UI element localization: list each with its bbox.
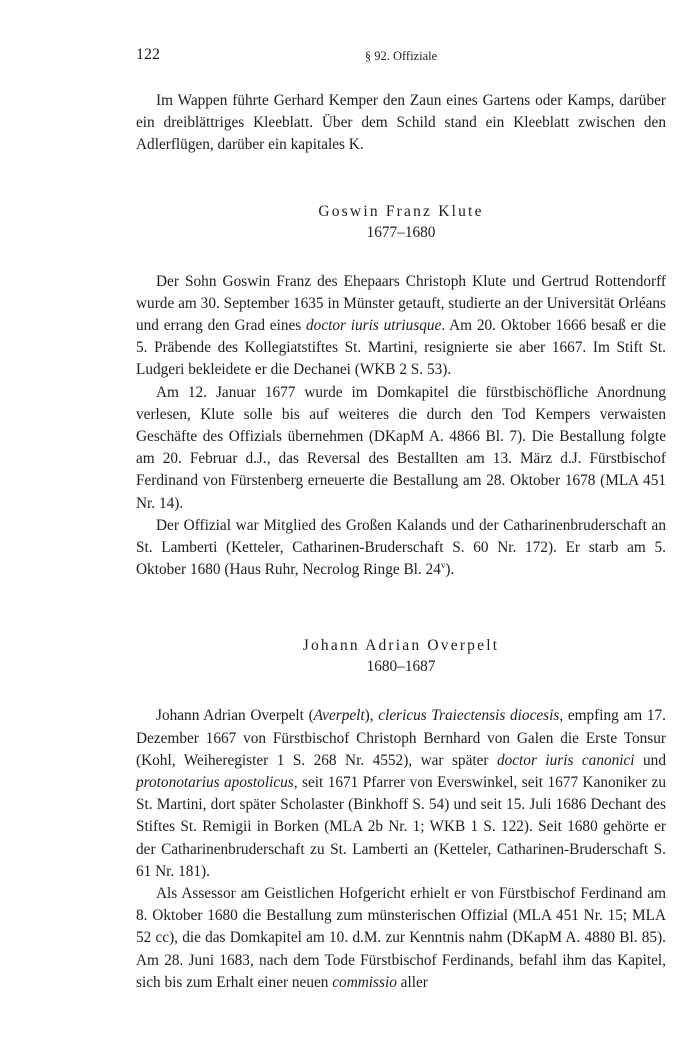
- paragraph-text: Der Sohn Goswin Franz des Ehepaars Christoph Klute und Gertrud Rottendorff wurde am 30. September 1635 in Münster getauft, studierte an der Universität Orléans und errang den Grad eines doctor iuris utriusque. Am 20. Oktober 1666 besaß er die 5. Präbende des Kollegiatstiftes St. Martini, resignierte sie aber 1667. Im Stift St. Ludgeri bekleidete er die Dechanei (WKB 2 S. 53).: [136, 272, 666, 379]
- entry-paragraph: [136, 271, 666, 382]
- running-head: [136, 46, 666, 72]
- entry-paragraph: [136, 705, 666, 883]
- entry-name: Goswin Franz Klute: [318, 202, 484, 220]
- paragraph-text: Als Assessor am Geistlichen Hofgericht erhielt er von Fürstbischof Ferdinand am 8. Oktober 1680 die Bestallung zum münsterischen Offizial (MLA 451 Nr. 15; MLA 52 cc), die das Domkapitel am 10. d.M. zur Kenntnis nahm (DKapM A. 4880 Bl. 85). Am 28. Juni 1683, nach dem Tode Fürstbischof Ferdinands, befahl ihm das Kapitel, sich bis zum Erhalt einer neuen commissio aller: [136, 885, 666, 991]
- entry-paragraph: [136, 382, 666, 515]
- document-page: [136, 46, 666, 994]
- paragraph-text: Johann Adrian Overpelt (Averpelt), clericus Traiectensis diocesis, empfing am 17. Dezember 1667 von Fürstbischof Christoph Bernhard von Galen die Erste Tonsur (Kohl, Weiheregister 1 S. 268 Nr. 4552), war später doctor iuris canonici und protonotarius apostolicus, seit 1671 Pfarrer von Everswinkel, seit 1677 Kanoniker zu St. Martini, dort später Scholaster (Binkhoff S. 54) und seit 15. Juli 1686 Dechant des Stiftes St. Remigii in Borken (MLA 2b Nr. 1; WKB 1 S. 122). Seit 1680 gehörte er der Catharinenbruderschaft zu St. Lamberti an (Ketteler, Catharinen-Bruderschaft S. 61 Nr. 181).: [136, 707, 666, 880]
- entry-years: 1680–1687: [366, 658, 436, 676]
- intro-paragraph: Im Wappen führte Gerhard Kemper den Zaun eines Gartens oder Kamps, darüber ein dreiblättriges Kleeblatt. Über dem Schild stand ein Kleeblatt zwischen den Adlerflügen, darüber ein kapitales K.: [136, 92, 666, 154]
- entry-heading: [136, 201, 666, 243]
- entry-paragraph: [136, 883, 666, 994]
- entry-paragraph: [136, 515, 666, 582]
- paragraph-text: Am 12. Januar 1677 wurde im Domkapitel die fürstbischöfliche Anordnung verlesen, Klute solle bis auf weiteres die durch den Tod Kempers verwaisten Geschäfte des Offizials übernehmen (DKapM A. 4866 Bl. 7). Die Bestallung folgte am 20. Februar d.J., das Reversal des Bestallten am 13. März d.J. Fürstbischof Ferdinand von Fürstenberg erneuerte die Bestallung am 28. Oktober 1678 (MLA 451 Nr. 14).: [136, 383, 666, 512]
- entry-years: 1677–1680: [366, 223, 436, 241]
- page-number: 122: [136, 46, 160, 63]
- paragraph-text: Der Offizial war Mitglied des Großen Kalands und der Catharinenbruderschaft an St. Lamberti (Ketteler, Catharinen-Bruderschaft S. 60 Nr. 172). Er starb am 5. Oktober 1680 (Haus Ruhr, Necrolog Ringe Bl. 24$^v$).: [136, 516, 666, 579]
- entry-name: Johann Adrian Overpelt: [302, 637, 500, 655]
- section-title: § 92. Offiziale: [364, 49, 438, 63]
- entry-heading: [136, 635, 666, 677]
